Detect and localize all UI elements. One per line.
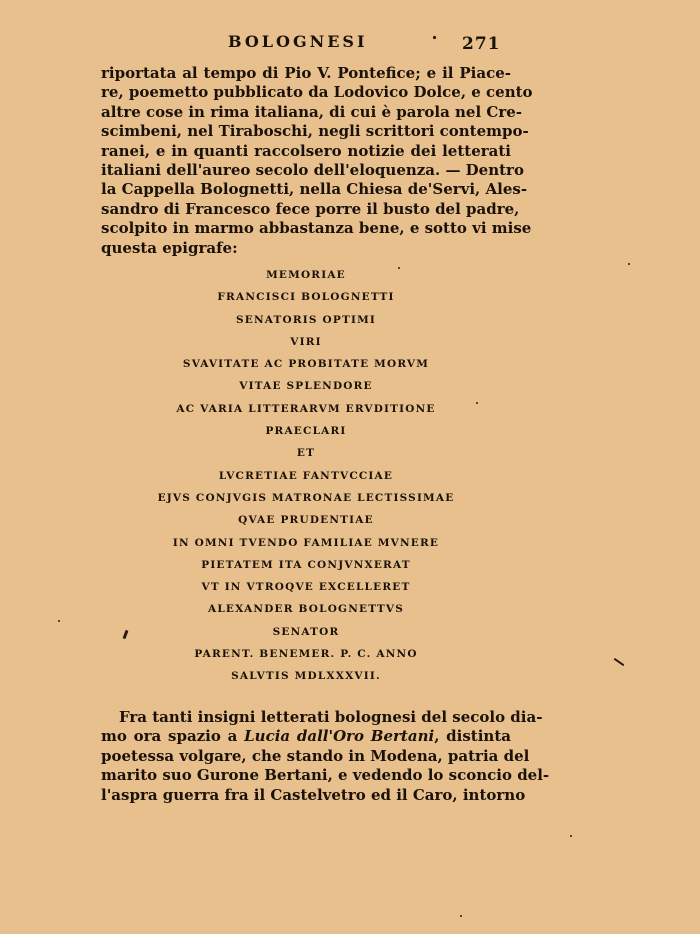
epigraph-line: ALEXANDER BOLOGNETTVS (207, 603, 405, 616)
text-line: questa epigrafe: (101, 238, 238, 257)
text-line: marito suo Gurone Bertani, e vedendo lo sconcio del- (101, 766, 550, 785)
text-line: italiani dell'aureo secolo dell'eloquenza. — Dentro (101, 160, 524, 179)
print-speck (58, 620, 60, 622)
text-line (101, 727, 511, 746)
text-line: scimbeni, nel Tiraboschi, negli scrittori contempo- (101, 122, 529, 141)
paragraph-1 (101, 64, 533, 258)
italic-name: Lucia dall'Oro Bertani (244, 727, 435, 746)
epigraph-line: QVAE PRUDENTIAE (238, 514, 374, 527)
print-speck (460, 915, 462, 917)
paragraph-2 (101, 708, 550, 805)
text-line: riportata al tempo di Pio V. Pontefice; e il Piace- (101, 64, 511, 82)
print-speck (614, 658, 625, 667)
epigraph-line: LVCRETIAE FANTVCCIAE (218, 469, 394, 482)
text-line: la Cappella Bolognetti, nella Chiesa de'Servi, Ales- (101, 180, 528, 199)
epigraph-line: VT IN VTROQVE EXCELLERET (201, 581, 411, 594)
text-line: re, poemetto pubblicato da Lodovico Dolce, e cento (101, 83, 533, 102)
text-line: ranei, e in quanti raccolsero notizie dei letterati (101, 141, 511, 160)
epigraph-line: EJVS CONJVGIS MATRONAE LECTISSIMAE (157, 491, 455, 504)
epigraph-line: SENATORIS OPTIMI (235, 313, 377, 326)
print-speck (570, 835, 572, 837)
text-line: altre cose in rima italiana, di cui è parola nel Cre- (101, 102, 523, 121)
epigraph-line: VIRI (290, 335, 322, 348)
page-number: 271 (462, 34, 501, 54)
print-speck (433, 36, 436, 39)
text-line: scolpito in marmo abbastanza bene, e sotto vi mise (101, 219, 532, 238)
epigraph-line: FRANCISCI BOLOGNETTI (217, 291, 395, 304)
epigraph-line: MEMORIAE (266, 269, 346, 281)
text-segment: , distinta (434, 727, 511, 746)
text-line: Fra tanti insigni letterati bolognesi del secolo dia- (119, 708, 543, 726)
epigraph-line: SVAVITATE AC PROBITATE MORVM (182, 358, 430, 371)
epigraph-line: SALVTIS MDLXXXVII. (231, 670, 381, 683)
text-line: poetessa volgare, che stando in Modena, patria del (101, 746, 530, 765)
epigraph-line: PRAECLARI (265, 425, 347, 438)
epigraph-inscription (100, 264, 512, 688)
running-title: BOLOGNESI (228, 32, 368, 51)
epigraph-line: PIETATEM ITA CONJVNXERAT (201, 558, 411, 571)
epigraph-line: SENATOR (272, 625, 340, 638)
epigraph-line: AC VARIA LITTERARVM ERVDITIONE (176, 402, 436, 415)
running-head (0, 32, 700, 56)
epigraph-line: PARENT. BENEMER. P. C. ANNO (194, 648, 418, 661)
text-line: sandro di Francesco fece porre il busto del padre, (101, 199, 520, 218)
epigraph-line: ET (296, 447, 316, 460)
print-speck (398, 267, 400, 269)
text-segment: mo ora spazio a (101, 727, 245, 746)
epigraph-line: VITAE SPLENDORE (239, 380, 373, 393)
print-speck (476, 402, 478, 404)
print-speck (628, 263, 630, 265)
epigraph-line: IN OMNI TVENDO FAMILIAE MVNERE (172, 536, 440, 549)
text-line: l'aspra guerra fra il Castelvetro ed il Caro, intorno (101, 785, 526, 804)
